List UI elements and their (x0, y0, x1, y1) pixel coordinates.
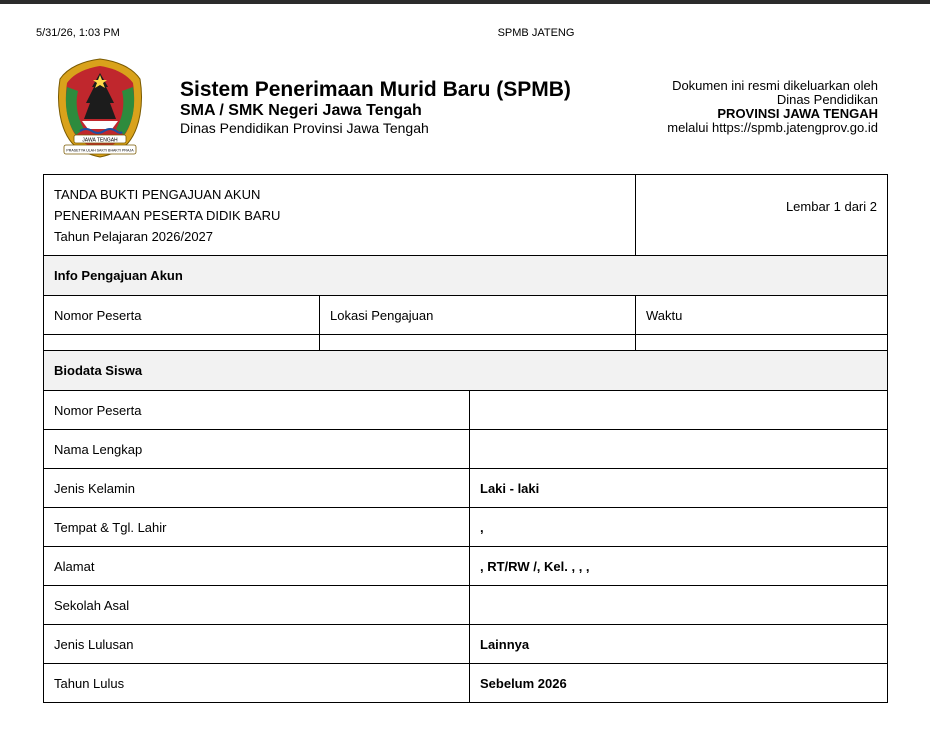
title-block (180, 78, 571, 136)
page-label: Lembar 1 dari 2 (636, 175, 888, 256)
biodata-value (470, 391, 888, 430)
biodata-label: Alamat (44, 547, 470, 586)
document-table (43, 174, 888, 703)
jawa-tengah-emblem-icon (54, 57, 146, 159)
heading-line-2: PENERIMAAN PESERTA DIDIK BARU (54, 207, 281, 223)
info-value-lokasi (320, 335, 636, 351)
document-heading (44, 175, 636, 256)
print-title: SPMB JATENG (497, 27, 575, 39)
heading-line-1: TANDA BUKTI PENGAJUAN AKUN (54, 186, 261, 202)
info-col-lokasi: Lokasi Pengajuan (320, 296, 636, 335)
biodata-value: Lainnya (470, 625, 888, 664)
logo-ribbon-text: JAWA TENGAH (82, 137, 118, 144)
biodata-label: Tempat & Tgl. Lahir (44, 508, 470, 547)
biodata-label: Jenis Kelamin (44, 469, 470, 508)
info-value-nomor-peserta (44, 335, 320, 351)
biodata-value (470, 430, 888, 469)
biodata-label: Sekolah Asal (44, 586, 470, 625)
section-info-pengajuan: Info Pengajuan Akun (44, 256, 888, 296)
issuer-line-3: PROVINSI JAWA TENGAH (717, 106, 878, 121)
page-title: Sistem Penerimaan Murid Baru (SPMB) (180, 78, 571, 101)
issuer-note (667, 79, 878, 135)
page-subtitle: SMA / SMK Negeri Jawa Tengah (180, 102, 422, 119)
biodata-value: Laki - laki (470, 469, 888, 508)
print-datetime: 5/31/26, 1:03 PM (36, 27, 120, 39)
info-value-waktu (636, 335, 888, 351)
info-col-nomor-peserta: Nomor Peserta (44, 296, 320, 335)
issuer-line-2: Dinas Pendidikan (776, 92, 878, 107)
logo-motto-text: PRASETYA ULAH SAKTI BHAKTI PRAJA (66, 148, 134, 153)
biodata-label: Nomor Peserta (44, 391, 470, 430)
biodata-value: Sebelum 2026 (470, 664, 888, 703)
biodata-value: , (470, 508, 888, 547)
issuer-line-1: Dokumen ini resmi dikeluarkan oleh (672, 78, 878, 93)
issuer-url: melalui https://spmb.jatengprov.go.id (667, 120, 878, 135)
top-bar (0, 0, 930, 4)
section-biodata: Biodata Siswa (44, 351, 888, 391)
biodata-label: Nama Lengkap (44, 430, 470, 469)
agency-name: Dinas Pendidikan Provinsi Jawa Tengah (180, 120, 429, 136)
biodata-value (470, 586, 888, 625)
info-col-waktu: Waktu (636, 296, 888, 335)
biodata-label: Jenis Lulusan (44, 625, 470, 664)
biodata-value: , RT/RW /, Kel. , , , (470, 547, 888, 586)
biodata-label: Tahun Lulus (44, 664, 470, 703)
heading-line-3: Tahun Pelajaran 2026/2027 (54, 228, 214, 244)
